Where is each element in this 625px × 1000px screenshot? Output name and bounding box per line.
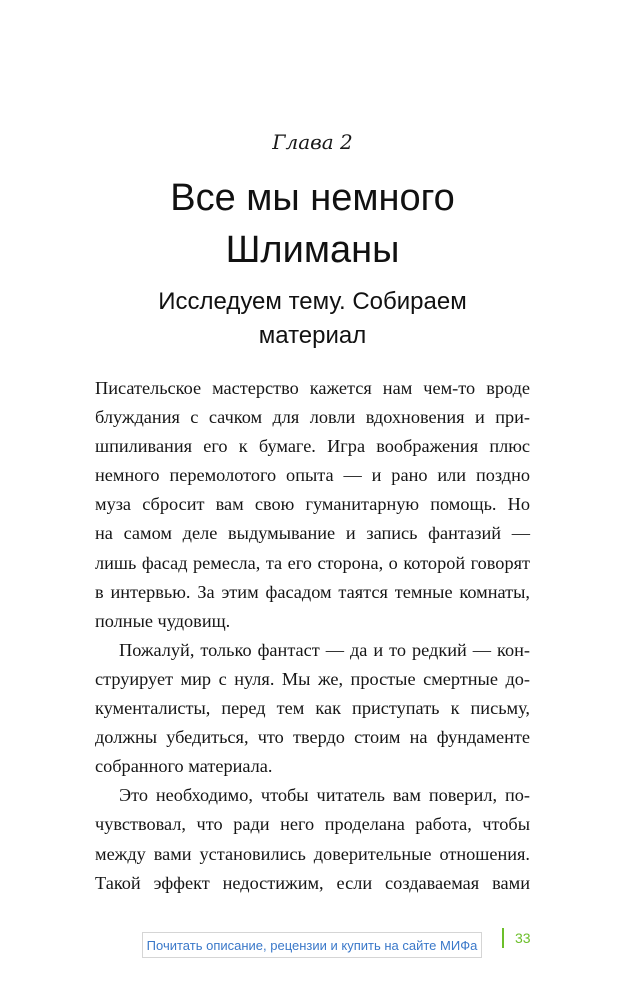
text-line: шпиливания его к бумаге. Игра воображения плюс <box>95 436 530 457</box>
paragraph-1 <box>95 374 530 636</box>
chapter-title-line-1: Все мы немного <box>170 177 455 219</box>
text-line: Такой эффект недостижим, если создаваемая вами <box>95 872 530 893</box>
page-number-divider <box>502 928 504 948</box>
promo-link-button[interactable]: Почитать описание, рецензии и купить на сайте МИФа <box>142 932 482 958</box>
page-number: 33 <box>515 930 531 946</box>
text-line: Это необходимо, чтобы читатель вам поверил, по- <box>119 785 530 806</box>
text-line: Пожалуй, только фантаст — да и то редкий — кон- <box>119 639 530 660</box>
text-line: муза сбросит вам свою гуманитарную помощь. Но <box>95 494 530 515</box>
text-line: лишь фасад ремесла, та его сторона, о которой говорят <box>95 552 530 573</box>
text-line: чувствовал, что ради него проделана работа, чтобы <box>95 814 530 835</box>
chapter-subtitle-line-1: Исследуем тему. Собираем <box>158 288 467 315</box>
body-text <box>95 374 530 898</box>
text-line: должны убедиться, что твердо стоим на фундаменте <box>95 727 530 748</box>
chapter-subtitle <box>0 285 625 353</box>
text-line: кументалисты, перед тем как приступать к письму, <box>95 698 530 719</box>
text-line: собранного материала. <box>95 756 273 777</box>
text-line: на самом деле выдумывание и запись фантазий — <box>95 523 530 544</box>
chapter-title-line-2: Шлиманы <box>225 229 400 271</box>
chapter-subtitle-line-2: материал <box>258 322 367 349</box>
paragraph-2 <box>95 636 530 781</box>
paragraph-3 <box>95 781 530 897</box>
text-line: блуждания с сачком для ловли вдохновения и при- <box>95 407 530 428</box>
text-line: Писательское мастерство кажется нам чем-то вроде <box>95 378 530 398</box>
text-line: полные чудовищ. <box>95 610 231 631</box>
text-line: в интервью. За этим фасадом таятся темные комнаты, <box>95 581 530 602</box>
text-line: немного перемолотого опыта — и рано или поздно <box>95 465 530 486</box>
text-line: струирует мир с нуля. Мы же, простые смертные до- <box>95 668 530 689</box>
chapter-label: Глава 2 <box>272 130 353 154</box>
text-line: между вами установились доверительные отношения. <box>95 843 530 864</box>
chapter-title <box>0 172 625 276</box>
